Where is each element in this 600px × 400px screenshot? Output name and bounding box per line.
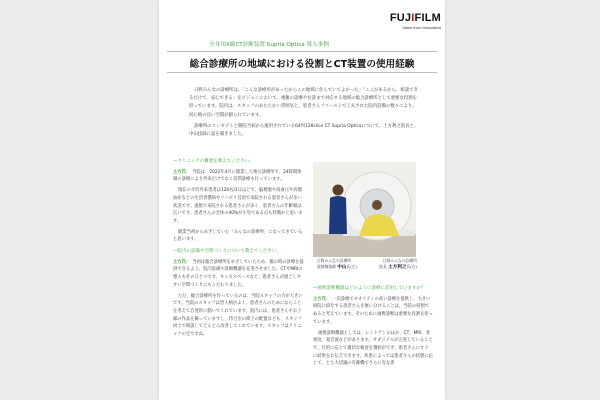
answer-paragraph: 土方氏： 一次診療でオオリティの高い診療を提供し、大きい病院に紹介する患者さんを無い分けることは、当院の役割であると考えています。そのために画像診断は重要な役割を担っています。 bbox=[313, 296, 433, 325]
title-rule-top bbox=[167, 51, 437, 52]
patient-head bbox=[372, 200, 382, 210]
speaker-label: 土方氏： bbox=[173, 259, 191, 265]
caption-role-right: 院長 bbox=[379, 264, 387, 269]
brand-tagline: Value from Innovation bbox=[402, 25, 441, 30]
right-column bbox=[313, 285, 433, 371]
photo-caption: 日野みんなの診療所 日野みんなの診療所 放射線技師 中山氏(左) 院長 土方利之氏(右) bbox=[317, 258, 417, 270]
caption-name-left: 中山 bbox=[337, 265, 347, 270]
title-rule-bottom bbox=[167, 72, 437, 73]
section-heading-facilities: ―院内の設備や空間づくりについて教えてください。 bbox=[173, 249, 281, 255]
caption-role-left: 放射線技師 bbox=[317, 264, 336, 269]
answer-paragraph: 土方氏： 当初は総合診療所をめざしていたため、親の時の診療を提供できるよう、院内設備や診断機器を充実させました。CTやMRIの導入もそのひとつです。キッズスペースなど、患者さんが過ごしやすい空間づくりにもこだわりました。 bbox=[173, 259, 304, 288]
left-column bbox=[173, 158, 305, 342]
body-paragraph: ただ、総合診療所を作っているのは、当院スタッフの力が大きいです。当院のスタッフは皆人柄がよく、患者さんのためにならことを考えて自発的に動いてくれています。院内には、患者さんやお子様の作品を飾っていますし、待合室の椅子の配置なども、スタッフ同士で相談してどんどん改善してくれています。スタッフはクリニックの宝ですね。 bbox=[173, 293, 303, 338]
brand-name: FUJIFILM bbox=[389, 12, 441, 24]
body-paragraph: 画像診断機器としては、レントゲンのほか、CT、MRI、骨密度、超音波などがあります。オダジナルが完実していることで、目的に応じて適切な検査を選択ができ、患者さんにすぐに結果をお伝えできます。疾患によっては患者さんの状態に応じて、とた大切議の有確機でさらに有な患 bbox=[313, 330, 433, 367]
technologist-body bbox=[329, 196, 347, 234]
answer-paragraph: 土方氏： 当院は、2022年4月に開業した地元診療所で、24時間体制の診療により外来だけでなく訪問診療も行っています。 bbox=[173, 169, 302, 183]
page-title: 総合診療所の地域における役割とCT装置の使用経験 bbox=[189, 59, 415, 70]
intro-text bbox=[189, 87, 419, 142]
body-paragraph: 開業当初からめざしていた「みんなの診療所」になってきていると思います。 bbox=[173, 229, 303, 243]
series-label: 全身用X線CT診断装置 Supria Optica 導入事例 bbox=[209, 42, 329, 48]
intro-paragraph: 診療所のコンセプトと開院当初から運用されている64列128slice CT Supria Opticaについて、土方利之院長と、中山技師に話を聞きました。 bbox=[189, 123, 419, 138]
section-heading-overview: ―クリニックの概要を教えてください。 bbox=[173, 159, 254, 164]
caption-name-right: 土方利之 bbox=[388, 265, 407, 270]
brochure-page bbox=[159, 0, 445, 400]
ct-room-illustration bbox=[313, 162, 416, 257]
ct-room-photo bbox=[313, 162, 416, 257]
caption-org-right: 日野みんなの診療所 bbox=[382, 258, 417, 263]
fujifilm-logo bbox=[383, 12, 441, 30]
technologist-head bbox=[333, 185, 344, 196]
speaker-label: 土方氏： bbox=[173, 169, 191, 175]
body-paragraph: 現在の平均外来患者は120名/1日ほどで、脳梗塞や高血圧や高脂血症などの生活習慣病やリハビリ目的で来院される患者さんが多い状況です。妻施で来院される患者さんが多く、患者さんの年齢層は広いです。患者さんの全体の40%が小児である点も特徴かと思います。 bbox=[173, 188, 303, 224]
speaker-label: 土方氏： bbox=[313, 296, 331, 302]
intro-paragraph: 日野みんなの診療所は、「こんな診療所があったからこの地域に住んでいてよかった」「ここがあるから、相談できるだけで、安心できる」をビジョンにおいて、複雑の診療や往診まで対応する地域の総合診療所として重要な役割を担っています。院内は、スタッフのあたたかい雰囲気と、患者さんファーストで工夫された院内設備の数々により、居心地の良い空間が創られています。 bbox=[189, 88, 418, 118]
caption-org-left: 日野みんなの診療所 bbox=[317, 258, 352, 263]
section-heading-imaging: ―画像診断機器はどのように診療に活用していますか？ bbox=[313, 286, 426, 291]
